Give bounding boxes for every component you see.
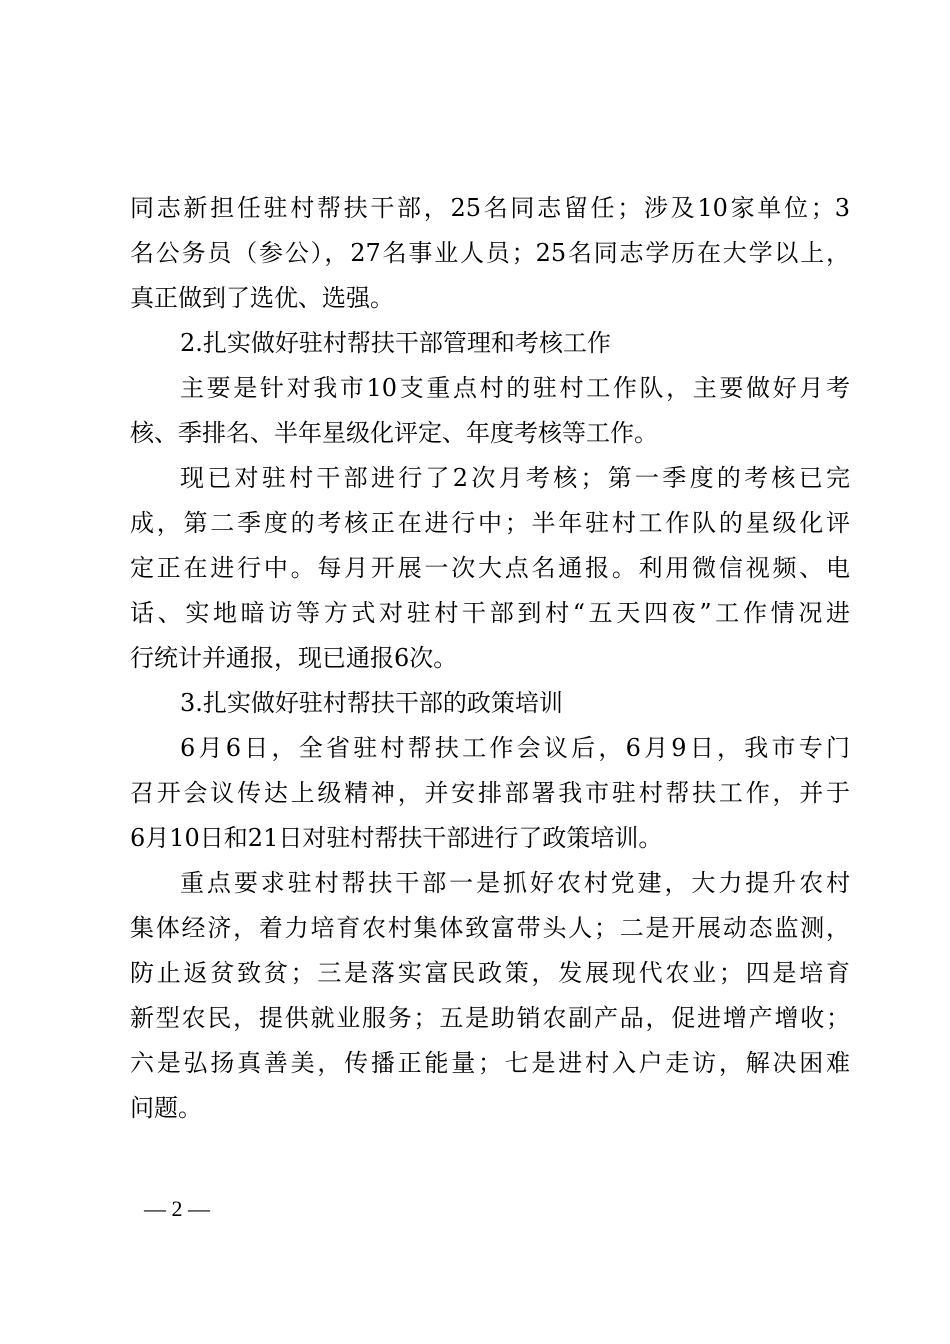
page-number: — 2 — — [144, 1196, 210, 1221]
text-line: 6月10日和21日对驻村帮扶干部进行了政策培训。 — [130, 824, 663, 852]
section-heading: 2.扎实做好驻村帮扶干部管理和考核工作 — [180, 329, 611, 357]
text-line: 防止返贫致贫；三是落实富民政策，发展现代农业；四是培育 — [130, 959, 850, 987]
section-heading: 3.扎实做好驻村帮扶干部的政策培训 — [180, 689, 563, 717]
text-line: 召开会议传达上级精神，并安排部署我市驻村帮扶工作，并于 — [130, 779, 850, 807]
text-line: 真正做到了选优、选强。 — [130, 284, 394, 312]
text-line: 定正在进行中。每月开展一次大点名通报。利用微信视频、电 — [130, 554, 850, 582]
text-line: 主要是针对我市10支重点村的驻村工作队，主要做好月考 — [180, 374, 850, 402]
document-body — [130, 186, 850, 1131]
text-line: 集体经济，着力培育农村集体致富带头人；二是开展动态监测， — [130, 914, 850, 942]
text-line: 六是弘扬真善美，传播正能量；七是进村入户走访，解决困难 — [130, 1049, 850, 1077]
text-line: 核、季排名、半年星级化评定、年度考核等工作。 — [130, 419, 658, 447]
text-line: 名公务员（参公），27名事业人员；25名同志学历在大学以上， — [130, 239, 850, 267]
text-line: 新型农民，提供就业服务；五是助销农副产品，促进增产增收； — [130, 1004, 850, 1032]
text-line: 同志新担任驻村帮扶干部，25名同志留任；涉及10家单位；3 — [130, 194, 850, 222]
text-line: 话、实地暗访等方式对驻村干部到村“五天四夜”工作情况进 — [130, 599, 850, 627]
text-line: 6月6日，全省驻村帮扶工作会议后，6月9日，我市专门 — [180, 734, 850, 762]
text-line: 现已对驻村干部进行了2次月考核；第一季度的考核已完 — [180, 464, 850, 492]
text-line: 问题。 — [130, 1094, 202, 1122]
text-line: 行统计并通报，现已通报6次。 — [130, 644, 458, 672]
text-line: 重点要求驻村帮扶干部一是抓好农村党建，大力提升农村 — [180, 869, 850, 897]
text-line: 成，第二季度的考核正在进行中；半年驻村工作队的星级化评 — [130, 509, 850, 537]
